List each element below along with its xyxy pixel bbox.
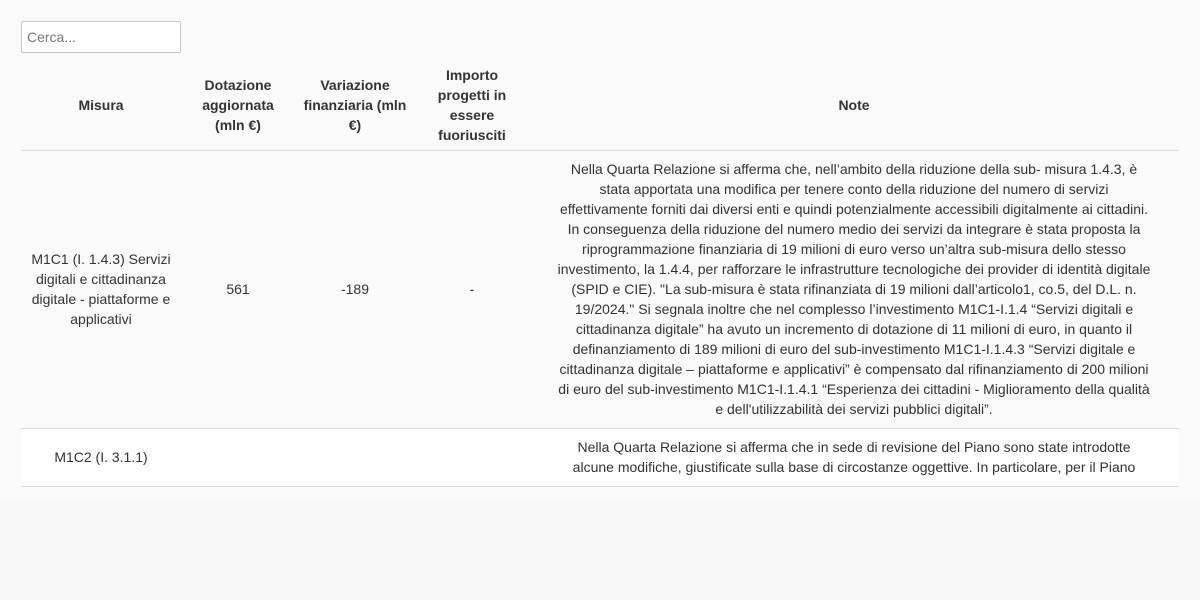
- cell-misura: M1C1 (I. 1.4.3) Servizi digitali e cittadinanza digitale - piattaforme e applicativi: [21, 150, 181, 428]
- cell-variazione: -189: [295, 150, 415, 428]
- table-row: [21, 428, 1179, 486]
- search-input[interactable]: [21, 21, 181, 53]
- header-misura[interactable]: Misura: [21, 61, 181, 150]
- cell-note: Nella Quarta Relazione si afferma che in sede di revisione del Piano sono state introdotte alcune modifiche, giustificate sulla base di circostanze oggettive. In particolare, per il Piano: [529, 428, 1179, 486]
- cell-misura: M1C2 (I. 3.1.1): [21, 428, 181, 486]
- cell-dotazione: 561: [181, 150, 295, 428]
- header-importo[interactable]: Importo progetti in essere fuoriusciti: [415, 61, 529, 150]
- cell-dotazione: [181, 428, 295, 486]
- cell-note: Nella Quarta Relazione si afferma che, nell’ambito della riduzione della sub- misura 1.4.3, è stata apportata una modifica per tenere conto della riduzione del numero di servizi effettivamente forniti dai diversi enti e quindi potenzialmente accessibili digitalmente ai cittadini. In conseguenza della riduzione del numero medio dei servizi da integrare è stata proposta la riprogrammazione finanziaria di 19 milioni di euro verso un’altra sub-misura dello stesso investimento, la 1.4.4, per rafforzare le infrastrutture tecnologiche dei provider di identità digitale (SPID e CIE). "La sub-misura è stata rifinanziata di 19 milioni dall’articolo1, co.5, del D.L. n. 19/2024." Si segnala inoltre che nel complesso l’investimento M1C1-I.1.4 “Servizi digitali e cittadinanza digitale” ha avuto un incremento di dotazione di 11 milioni di euro, in quanto il definanziamento di 189 milioni di euro del sub-investimento M1C1-I.1.4.3 “Servizi digitale e cittadinanza digitale – piattaforme e applicativi” è compensato dal rifinanziamento di 200 milioni di euro del sub-investimento M1C1-I.1.4.1 “Esperienza dei cittadini - Miglioramento della qualità e dell'utilizzabilità dei servizi pubblici digitali”.: [529, 150, 1179, 428]
- table-row: [21, 150, 1179, 428]
- measures-table: [21, 61, 1179, 487]
- table-header-row: [21, 61, 1179, 150]
- cell-importo: -: [415, 150, 529, 428]
- header-note[interactable]: Note: [529, 61, 1179, 150]
- cell-variazione: [295, 428, 415, 486]
- header-variazione[interactable]: Variazione finanziaria (mln €): [295, 61, 415, 150]
- header-dotazione[interactable]: Dotazione aggiornata (mln €): [181, 61, 295, 150]
- cell-importo: [415, 428, 529, 486]
